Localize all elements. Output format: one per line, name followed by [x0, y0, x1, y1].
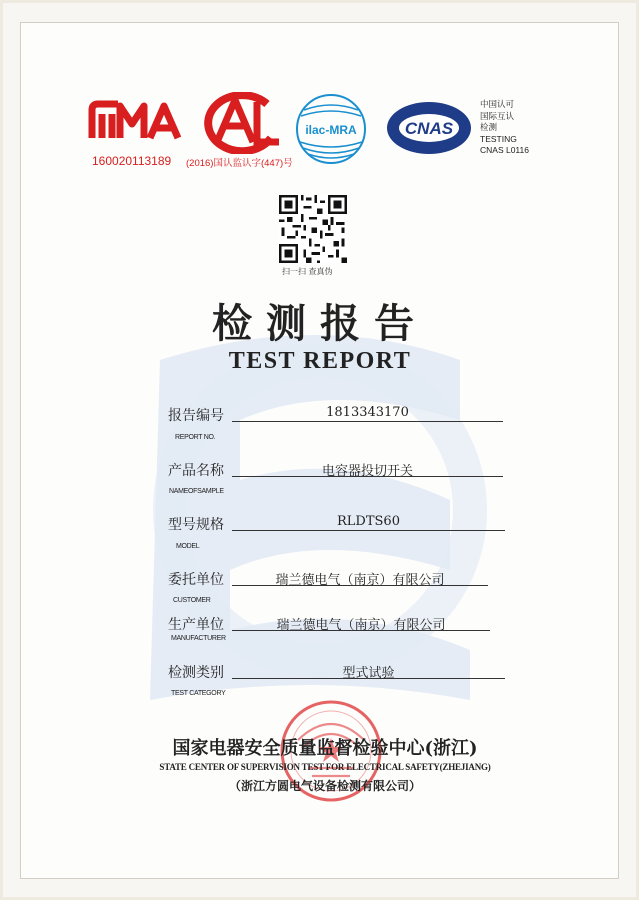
- cnas-line: 检测: [480, 122, 498, 132]
- cnas-line: 国际互认: [480, 110, 515, 121]
- manufacturer-value: 瑞兰德电气（南京）有限公司: [276, 618, 446, 633]
- manufacturer-label: 生产单位: [168, 617, 224, 633]
- report-no-label: 报告编号: [168, 408, 224, 424]
- report-title-en: TEST REPORT: [228, 348, 412, 374]
- model-label: 型号规格: [168, 517, 224, 533]
- ilac-mra-logo-icon: [294, 92, 368, 166]
- cnas-line: CNAS L0116: [480, 145, 529, 155]
- sample-name-label: 产品名称: [168, 463, 224, 479]
- customer-sublabel: CUSTOMER: [173, 597, 211, 604]
- model-underline: [232, 530, 505, 531]
- ilac-logo-text: ilac-MRA: [305, 123, 357, 137]
- cma-logo-icon: [88, 98, 184, 148]
- cnas-line: TESTING: [480, 133, 517, 144]
- sample-name-sublabel: NAMEOFSAMPLE: [169, 488, 224, 495]
- cnas-logo-icon: [384, 100, 474, 156]
- cnas-line: 中国认可: [480, 99, 515, 109]
- model-value: RLDTS60: [337, 514, 400, 529]
- test-category-label: 检测类别: [168, 665, 224, 681]
- cal-logo-icon: [195, 92, 283, 154]
- qr-caption: 扫一扫 查真伪: [282, 267, 333, 276]
- test-category-value: 型式试验: [342, 666, 395, 681]
- issuing-org-cn: 国家电器安全质量监督检验中心(浙江): [172, 738, 478, 759]
- cnas-accreditation-text: [480, 99, 529, 157]
- test-category-sublabel: TEST CATEGORY: [171, 690, 226, 697]
- report-no-sublabel: REPORT NO.: [175, 434, 216, 441]
- sample-name-value: 电容器投切开关: [321, 464, 413, 479]
- cnas-logo-text: CNAS: [404, 119, 454, 138]
- model-sublabel: MODEL: [176, 543, 200, 550]
- qr-code-icon[interactable]: [279, 195, 347, 263]
- report-no-value: 1813343170: [326, 405, 409, 420]
- cal-certificate-number: (2016)国认监认字(447)号: [186, 158, 293, 169]
- customer-value: 瑞兰德电气（南京）有限公司: [275, 573, 445, 588]
- manufacturer-sublabel: MANUFACTURER: [171, 635, 226, 642]
- report-no-underline: [232, 421, 503, 422]
- customer-label: 委托单位: [168, 572, 224, 588]
- report-title-cn: 检测报告: [212, 300, 428, 347]
- cma-certificate-number: 160020113189: [92, 154, 172, 168]
- issuing-org-subtitle: （浙江方圆电气设备检测有限公司）: [228, 779, 421, 793]
- issuing-org-en: STATE CENTER OF SUPERVISION TEST FOR ELECTRICAL SAFETY(ZHEJIANG): [159, 762, 491, 772]
